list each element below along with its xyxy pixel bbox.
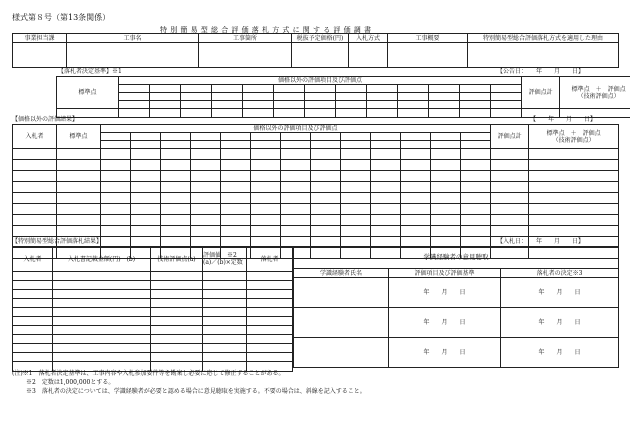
section1-label: 【落札者決定基準】※1 xyxy=(58,68,122,75)
results-bidder-header: 入札者 xyxy=(13,125,57,149)
expert-name-header: 学識経験者氏名 xyxy=(294,269,389,278)
bid-eval-value-header: 評価値 ※2 (a)／(b)×定数 xyxy=(203,247,247,272)
col-location: 工事箇所 xyxy=(199,34,292,43)
col-estimated-price: 税抜予定価格(円) xyxy=(292,34,349,43)
expert-items-header: 評価項目及び評価基準 xyxy=(389,269,501,278)
bid-results-table xyxy=(12,246,293,372)
bid-amount-header: 入札書記載金額(円) (b) xyxy=(53,247,151,272)
col-project-name: 工事名 xyxy=(67,34,199,43)
notice-date: 【公告日： 年 月 日】 xyxy=(497,68,585,75)
col-dept: 事業担当課 xyxy=(13,34,67,43)
bid-bidder-header: 入札者 xyxy=(13,247,53,272)
expert-date-1a: 年 月 日 xyxy=(389,278,501,308)
notes xyxy=(12,369,366,396)
results-standard-header: 標準点 xyxy=(57,125,101,149)
note-1: (注)※1 落札者決定基準は、工事内容や入札参加要件等を勘案し必要に応じて修正することがある。 xyxy=(12,370,285,377)
bid-date: 【入札日： 年 月 日】 xyxy=(497,238,585,245)
section3-label: 【特別簡易型総合評価落札結果】 xyxy=(12,238,103,245)
criteria-table xyxy=(56,76,630,118)
expert-decision-header: 落札者の決定※3 xyxy=(501,269,619,278)
note-3: ※3 落札者の決定については、学識経験者が必要と認める場合に意見聴取を実施する。不要の場合は、斜線を記入すること。 xyxy=(26,388,366,395)
col-overview: 工事概要 xyxy=(388,34,468,43)
col-reason: 特別簡易型総合評価落札方式を適用した理由 xyxy=(468,34,619,43)
results-total-header: 評価点計 xyxy=(491,125,529,149)
expert-opinion-table xyxy=(293,246,619,368)
page-title: 特別簡易型総合評価落札方式に関する評価調書 xyxy=(160,26,375,34)
expert-title: 学識経験者の意見聴取 xyxy=(294,247,619,269)
expert-date-3b: 年 月 日 xyxy=(501,338,619,368)
criteria-items-header: 価格以外の評価項目及び評価点 xyxy=(119,77,522,85)
project-info-table xyxy=(12,33,619,68)
criteria-total-header: 評価点計 xyxy=(522,77,560,109)
criteria-sum-header: 標準点 ＋ 評価点 （技術評価点） xyxy=(560,77,630,109)
criteria-standard-header: 標準点 xyxy=(57,77,119,109)
bid-winner-header: 落札者 xyxy=(247,247,293,272)
note-2: ※2 定数は1,000,000とする。 xyxy=(26,379,115,386)
expert-date-2b: 年 月 日 xyxy=(501,308,619,338)
expert-date-2a: 年 月 日 xyxy=(389,308,501,338)
results-sum-header: 標準点 ＋ 評価点 （技術評価点） xyxy=(529,125,619,149)
col-bid-method: 入札方式 xyxy=(349,34,388,43)
form-number: 様式第８号（第13条関係） xyxy=(12,13,111,22)
bid-tech-score-header: 技術評価点(a) xyxy=(151,247,203,272)
expert-date-1b: 年 月 日 xyxy=(501,278,619,308)
expert-date-3a: 年 月 日 xyxy=(389,338,501,368)
section2-label: 【価格以外の評価結果】 xyxy=(12,116,79,123)
section2-date: 【 年 月 日】 xyxy=(530,116,597,123)
results-items-header: 価格以外の評価項目及び評価点 xyxy=(101,125,491,133)
